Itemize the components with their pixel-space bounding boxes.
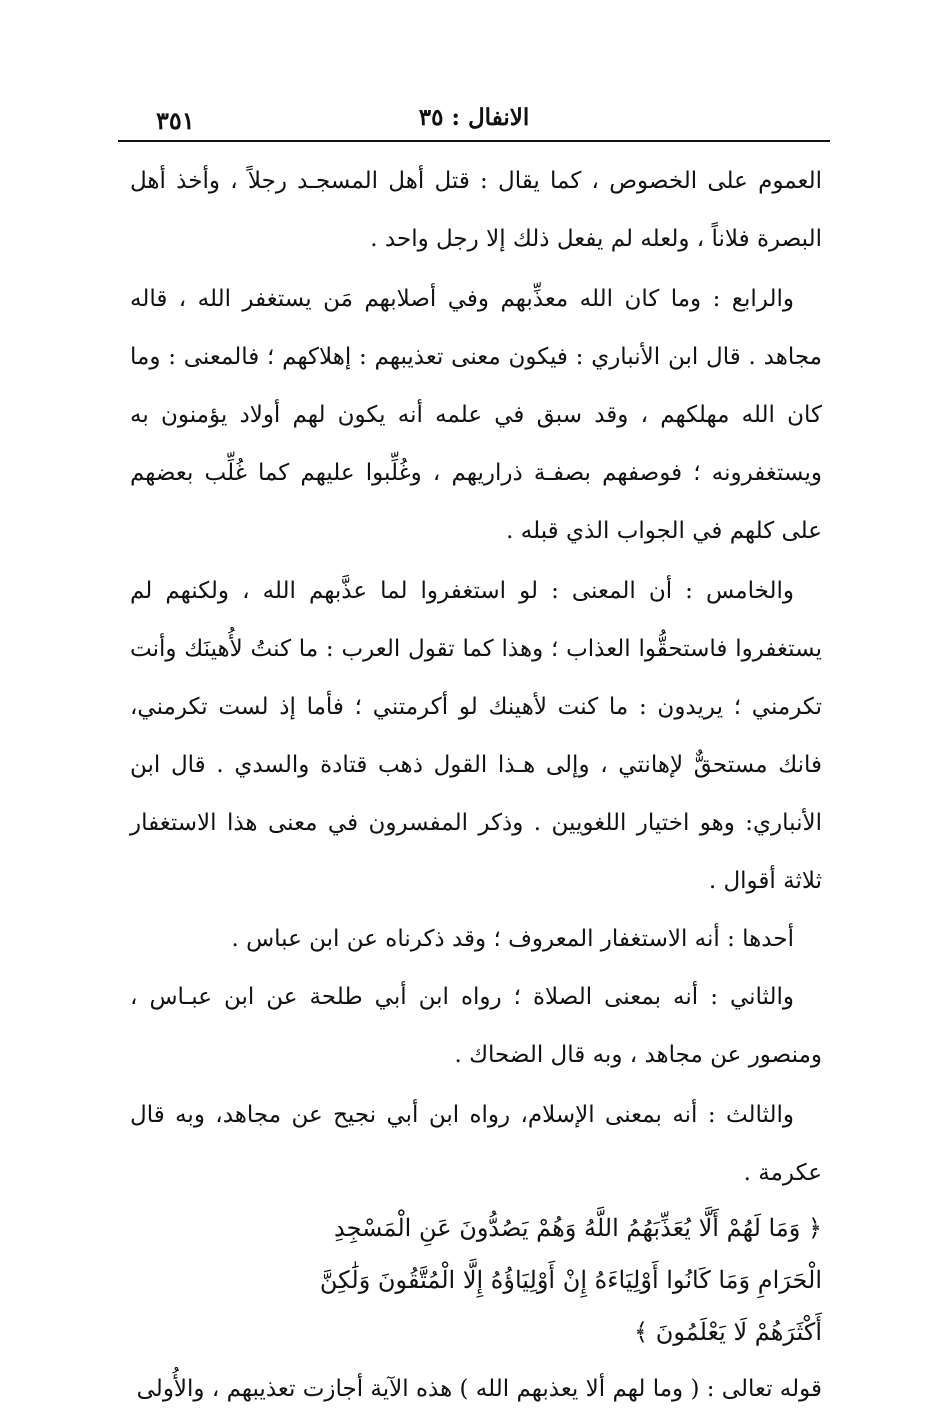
quran-verse-line: ﴿ وَمَا لَهُمْ أَلَّا يُعَذِّبَهُمُ اللَّهُ وَهُمْ يَصُدُّونَ عَنِ الْمَسْجِدِ (333, 1214, 822, 1242)
paragraph: أحدها : أنه الاستغفار المعروف ؛ وقد ذكرناه عن ابن عباس . (231, 926, 794, 952)
page-body (130, 152, 822, 1418)
paragraph: العموم على الخصوص ، كما يقال : قتل أهل المسجـد رجلاً ، وأخذ أهل البصرة فلاناً ، ولعله لم يفعل ذلك إلا رجل واحد . (130, 168, 822, 252)
paragraph: والثاني : أنه بمعنى الصلاة ؛ رواه ابن أبي طلحة عن ابن عبـاس ، ومنصور عن مجاهد ، وبه قال الضحاك . (130, 984, 822, 1068)
page-number: ٣٥١ (156, 106, 195, 135)
quran-verse-line: الْحَرَامِ وَمَا كَانُوا أَوْلِيَاءَهُ إِنْ أَوْلِيَاؤُهُ إِلَّا الْمُتَّقُونَ وَلَٰكِنَّ (319, 1266, 822, 1294)
running-title: الانفال : ٣٥ (418, 104, 530, 131)
page-header (118, 100, 830, 142)
quran-verse-line: أَكْثَرَهُمْ لَا يَعْلَمُونَ ﴾ (634, 1318, 822, 1346)
paragraph: والثالث : أنه بمعنى الإسلام، رواه ابن أبي نجيح عن مجاهد، وبه قال عكرمة . (130, 1102, 822, 1186)
paragraph: قوله تعالى : ( وما لهم ألا يعذبهم الله ) هذه الآية أجازت تعذيبهم ، والأُولى (136, 1376, 822, 1402)
paragraph: والخامس : أن المعنى : لو استغفروا لما عذَّبهم الله ، ولكنهم لم يستغفروا فاستحقُّوا العذاب ؛ وهذا كما تقول العرب : ما كنتُ لأُهينَك وأنت تكرمني ؛ يريدون : ما كنت لأهينك لو أكرمتني ؛ فأما إذ لست تكرمني، فانك مستحقٌّ لإهانتي ، وإلى هـذا القول ذهب قتادة والسدي . قال ابن الأنباري: وهو اختيار اللغويين . وذكر المفسرون في معنى هذا الاستغفار ثلاثة أقوال . (130, 578, 822, 894)
paragraph: والرابع : وما كان الله معذِّبهم وفي أصلابهم مَن يستغفر الله ، قاله مجاهد . قال ابن الأنباري : فيكون معنى تعذيبهم : إهلاكهم ؛ فالمعنى : وما كان الله مهلكهم ، وقد سبق في علمه أنه يكون لهم أولاد يؤمنون به ويستغفرونه ؛ فوصفهم بصفـة ذراريهم ، وغُلِّبوا عليهم كما غُلِّب بعضهم على كلهم في الجواب الذي قبله . (130, 286, 822, 544)
